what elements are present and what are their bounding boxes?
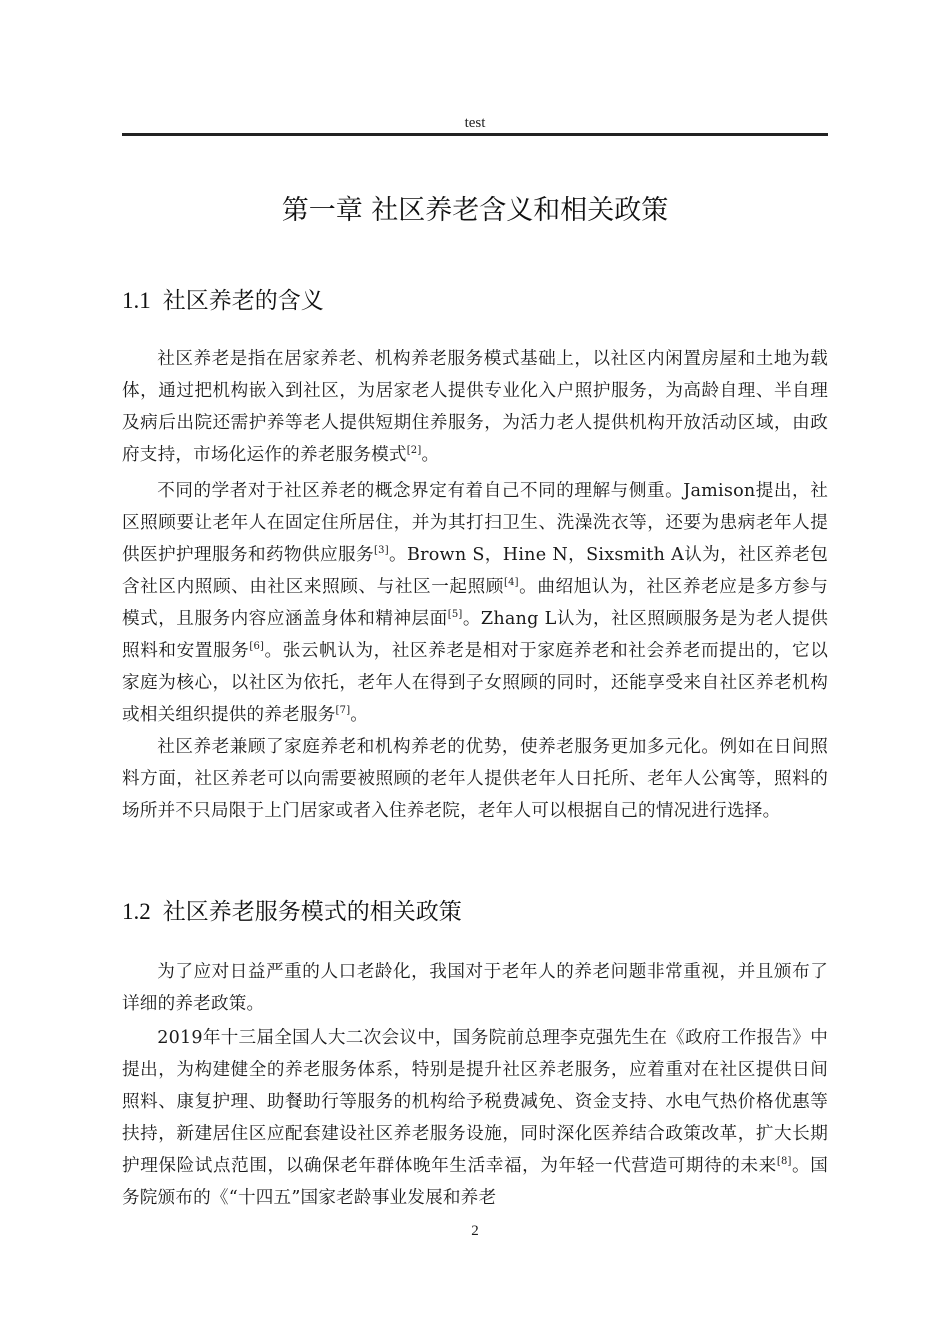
paragraph <box>122 343 828 471</box>
running-header: test <box>464 115 486 131</box>
citation-ref: [7] <box>335 705 351 717</box>
citation-ref: [8] <box>776 1156 792 1168</box>
paragraph-text: 社区养老是指在居家养老、机构养老服务模式基础上，以社区内闲置房屋和土地为载体，通过把机构嵌入到社区，为居家老人提供专业化入户照护服务，为高龄自理、半自理及病后出院还需护养等老人提供短期住养服务，为活力老人提供机构开放活动区域，由政府支持，市场化运作的养老服务模式 <box>122 349 828 465</box>
paragraph <box>122 1022 828 1214</box>
citation-ref: [5] <box>447 609 463 621</box>
section-title-text: 社区养老的含义 <box>162 288 324 314</box>
paragraph-text: 不同的学者对于社区养老的概念界定有着自己不同的理解与侧重。Jamison提出，社区照顾要让老年人在固定住所居住，并为其打扫卫生、洗澡洗衣等，还要为患病老年人提供医护护理服务和药物供应服务 <box>122 481 828 565</box>
section-heading-1-2 <box>122 893 462 926</box>
paragraph-text: 。Brown S，Hine N，Sixsmith A认为，社区养老包含社区内照顾、由社区来照顾、与社区一起照顾 <box>122 545 829 597</box>
section-title-text: 社区养老服务模式的相关政策 <box>162 899 462 925</box>
paragraph-text: 。 <box>421 445 440 465</box>
section-heading-1-1 <box>122 282 324 315</box>
citation-ref: [6] <box>249 641 265 653</box>
section-number: 1.2 <box>122 899 151 924</box>
header-rule <box>122 133 828 136</box>
paragraph-text: 。曲绍旭认为，社区养老应是多方参与模式，且服务内容应涵盖身体和精神层面 <box>122 577 828 629</box>
paragraph: 社区养老兼顾了家庭养老和机构养老的优势，使养老服务更加多元化。例如在日间照料方面，社区养老可以向需要被照顾的老年人提供老年人日托所、老年人公寓等，照料的场所并不只局限于上门居家或者入住养老院，老年人可以根据自己的情况进行选择。 <box>122 737 828 821</box>
paragraph <box>122 475 828 731</box>
citation-ref: [4] <box>504 577 519 589</box>
paragraph: 为了应对日益严重的人口老龄化，我国对于老年人的养老问题非常重视，并且颁布了详细的养老政策。 <box>122 962 828 1014</box>
paragraph-text: 。张云帆认为，社区养老是相对于家庭养老和社会养老而提出的，它以家庭为核心，以社区为依托，老年人在得到子女照顾的同时，还能享受来自社区养老机构或相关组织提供的养老服务 <box>122 641 828 725</box>
chapter-title: 第一章 社区养老含义和相关政策 <box>281 195 669 226</box>
paragraph-text: 。国务院颁布的《“十四五”国家老龄事业发展和养老 <box>122 1156 828 1208</box>
paragraph-text: 。Zhang L认为，社区照顾服务是为老人提供照料和安置服务 <box>122 609 828 661</box>
paragraph-text: 。 <box>350 705 369 725</box>
citation-ref: [2] <box>406 445 422 457</box>
citation-ref: [3] <box>374 545 389 557</box>
section-number: 1.1 <box>122 288 151 313</box>
page-number: 2 <box>471 1223 479 1239</box>
paragraph-text: 2019年十三届全国人大二次会议中，国务院前总理李克强先生在《政府工作报告》中提出，为构建健全的养老服务体系，特别是提升社区养老服务，应着重对在社区提供日间照料、康复护理、助餐助行等服务的机构给予税费减免、资金支持、水电气热价格优惠等扶持，新建居住区应配套建设社区养老服务设施，同时深化医养结合政策改革，扩大长期护理保险试点范围，以确保老年群体晚年生活幸福，为年轻一代营造可期待的未来 <box>122 1028 828 1176</box>
